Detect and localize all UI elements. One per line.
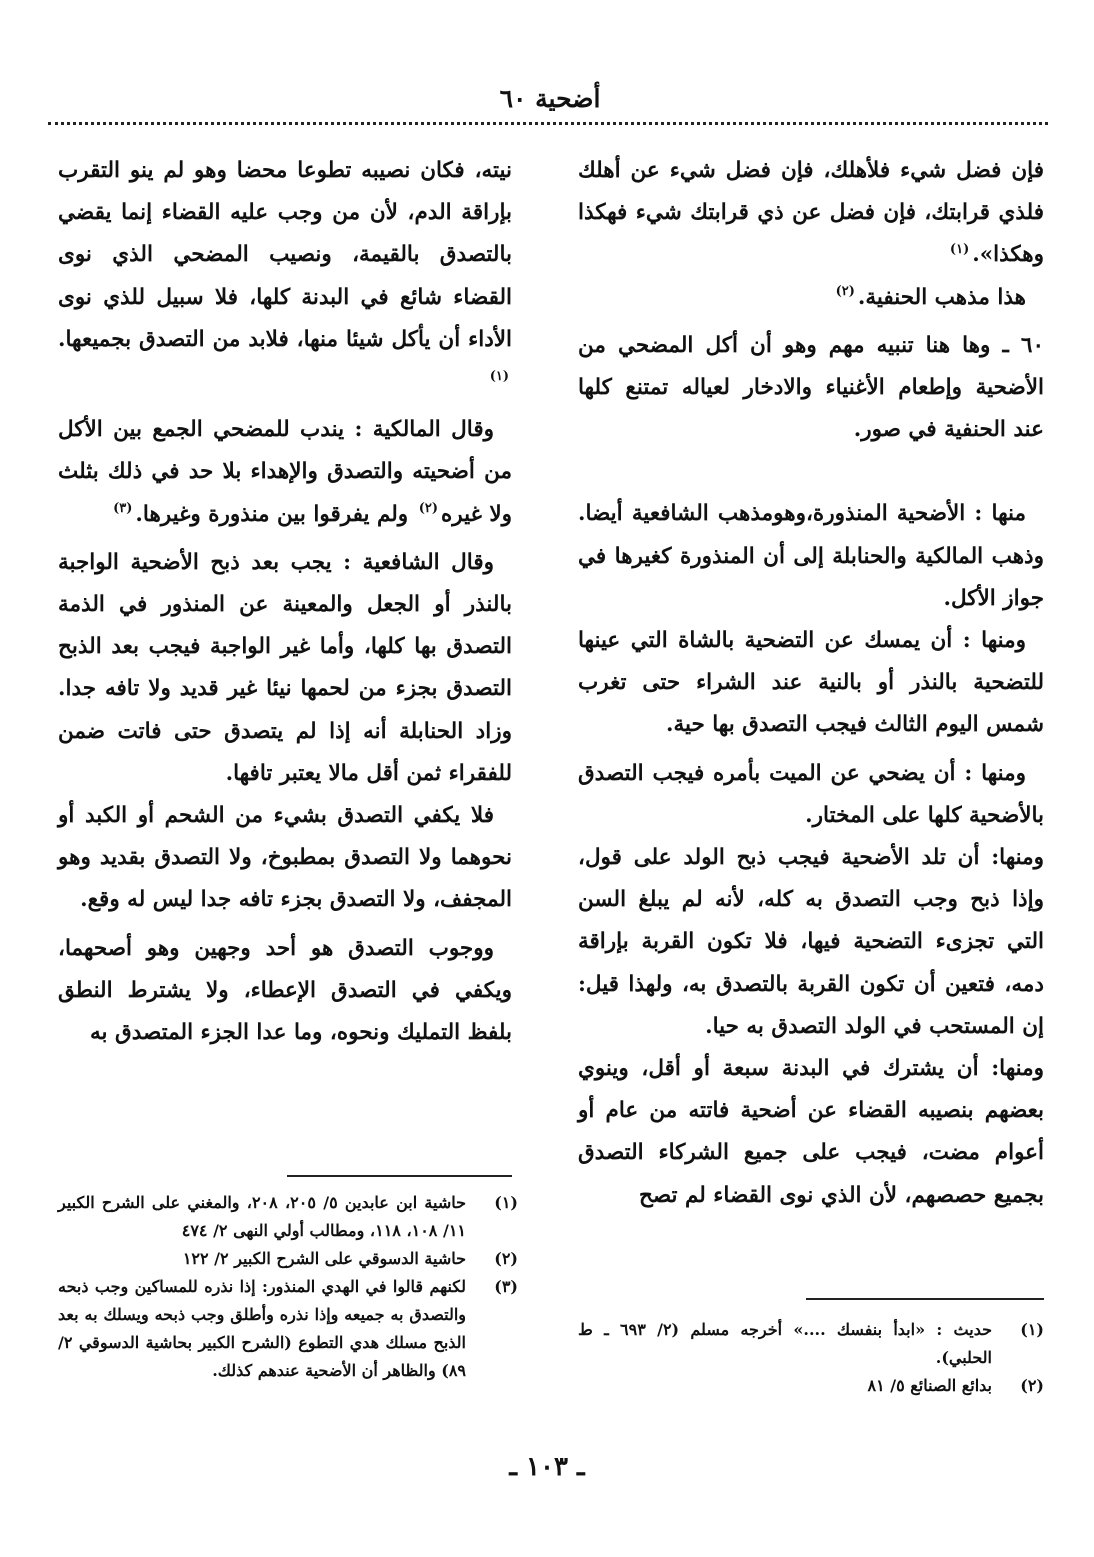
footnotes-left	[58, 1189, 518, 1385]
footnote-text: بدائع الصنائع ٥/ ٨١	[867, 1376, 992, 1395]
footnote	[578, 1316, 1044, 1372]
footnote-ref: (١)	[949, 242, 970, 258]
paragraph-text: هذا مذهب الحنفية.	[857, 284, 1026, 310]
footnote-ref: (٣)	[113, 501, 133, 517]
footnote	[58, 1273, 518, 1385]
paragraph	[58, 409, 512, 536]
page-header: أضحية ٦٠	[499, 84, 601, 113]
header-dotted-rule	[48, 122, 1048, 125]
paragraph-text: وقال المالكية : يندب للمضحي الجمع بين الأكل من أضحيته والتصدق والإهداء بلا حد في ذلك بثلث ولا غيره	[58, 417, 512, 527]
footnote-number: (١)	[1020, 1320, 1044, 1339]
footnote	[58, 1189, 518, 1245]
paragraph-text: نيته، فكان نصيبه تطوعا محضا وهو لم ينو التقرب بإراقة الدم، لأن من وجب عليه القضاء إنما يقضي بالتصدق بالقيمة، ونصيب المضحي الذي نوى القضاء شائع في البدنة كلها، فلا سبيل للذي نوى الأداء أن يأكل شيئا منها، فلابد من التصدق بجميعها.	[58, 158, 512, 352]
paragraph: ومنها : أن يضحي عن الميت بأمره فيجب التصدق بالأضحية كلها على المختار.	[578, 760, 1044, 828]
paragraph	[578, 277, 1044, 319]
footnote-ref: (١)	[489, 368, 509, 384]
paragraph: ووجوب التصدق هو أحد وجهين وهو أصحهما، ويكفي في التصدق الإعطاء، ولا يشترط النطق بلفظ التمليك ونحوه، وما عدا الجزء المتصدق به	[58, 935, 512, 1046]
paragraph: ومنها: أن تلد الأضحية فيجب ذبح الولد على قول، وإذا ذبح وجب التصدق به كله، لأنه لم يبلغ السن التي تجزىء التضحية فيها، فلا تكون القربة بإراقة دمه، فتعين أن تكون القربة بالتصدق به، ولهذا قيل: إن المستحب في الولد التصدق به حيا.	[578, 845, 1044, 1039]
paragraph	[58, 150, 512, 403]
footnotes-right	[578, 1316, 1044, 1400]
footnote-number: (٣)	[494, 1277, 518, 1296]
footnote-divider	[287, 1175, 512, 1177]
footnote	[58, 1245, 518, 1273]
footnote-text: حاشية ابن عابدين ٥/ ٢٠٥، ٢٠٨، والمغني على الشرح الكبير ١١/ ١٠٨، ١١٨، ومطالب أولي النهى ٢/ ٤٧٤	[58, 1193, 466, 1240]
page-number: ـ ١٠٣ ـ	[509, 1452, 585, 1482]
paragraph-text: فإن فضل شيء فلأهلك، فإن فضل شيء عن أهلك فلذي قرابتك، فإن فضل عن ذي قرابتك شيء فهكذا وهكذا».	[578, 158, 1044, 268]
paragraph: ٦٠ ـ وها هنا تنبيه مهم وهو أن أكل المضحي من الأضحية وإطعام الأغنياء والادخار لعياله تمتنع كلها عند الحنفية في صور.	[578, 332, 1044, 443]
footnote-ref: (٢)	[418, 501, 438, 517]
footnote-divider	[806, 1298, 1044, 1300]
footnote-number: (١)	[494, 1193, 518, 1212]
footnote-number: (٢)	[1020, 1376, 1044, 1395]
paragraph: فلا يكفي التصدق بشيء من الشحم أو الكبد أو نحوهما ولا التصدق بمطبوخ، ولا التصدق بقديد وهو المجفف، ولا التصدق بجزء تافه جدا ليس له وقع.	[58, 803, 512, 913]
footnote	[578, 1372, 1044, 1400]
footnote-text: حديث : «ابدأ بنفسك ....» أخرجه مسلم (٢/ ٦٩٣ ـ ط الحلبي).	[578, 1320, 993, 1367]
paragraph: وقال الشافعية : يجب بعد ذبح الأضحية الواجبة بالنذر أو الجعل والمعينة عن المنذور في الذمة التصدق بها كلها، وأما غير الواجبة فيجب بعد الذبح التصدق بجزء من لحمها نيئا غير قديد ولا تافه جدا. وزاد الحنابلة أنه إذا لم يتصدق حتى فاتت ضمن للفقراء ثمن أقل مالا يعتبر تافها.	[58, 549, 512, 786]
footnote-text: لكنهم قالوا في الهدي المنذور: إذا نذره للمساكين وجب ذبحه والتصدق به جميعه وإذا نذره وأطلق وجب ذبحه ويسلك به بعد الذبح مسلك هدي التطوع (الشرح الكبير بحاشية الدسوقي ٢/ ٨٩) والظاهر أن الأضحية عندهم كذلك.	[58, 1277, 466, 1380]
left-column	[58, 150, 512, 1054]
paragraph: منها : الأضحية المنذورة،وهومذهب الشافعية أيضا. وذهب المالكية والحنابلة إلى أن المنذورة كغيرها في جواز الأكل.	[578, 501, 1044, 611]
paragraph: ومنها : أن يمسك عن التضحية بالشاة التي عينها للتضحية بالنذر أو بالنية عند الشراء حتى تغرب شمس اليوم الثالث فيجب التصدق بها حية.	[578, 628, 1044, 738]
paragraph: ومنها: أن يشترك في البدنة سبعة أو أقل، وينوي بعضهم بنصيبه القضاء عن أضحية فاتته من عام أو أعوام مضت، فيجب على جميع الشركاء التصدق بجميع حصصهم، لأن الذي نوى القضاء لم تصح	[578, 1056, 1044, 1208]
footnote-ref: (٢)	[835, 284, 855, 300]
paragraph	[578, 150, 1044, 277]
footnote-number: (٢)	[494, 1249, 518, 1268]
footnote-text: حاشية الدسوقي على الشرح الكبير ٢/ ١٢٢	[182, 1249, 466, 1268]
right-column	[578, 150, 1044, 1217]
paragraph-text: ولم يفرقوا بين منذورة وغيرها.	[135, 501, 409, 527]
